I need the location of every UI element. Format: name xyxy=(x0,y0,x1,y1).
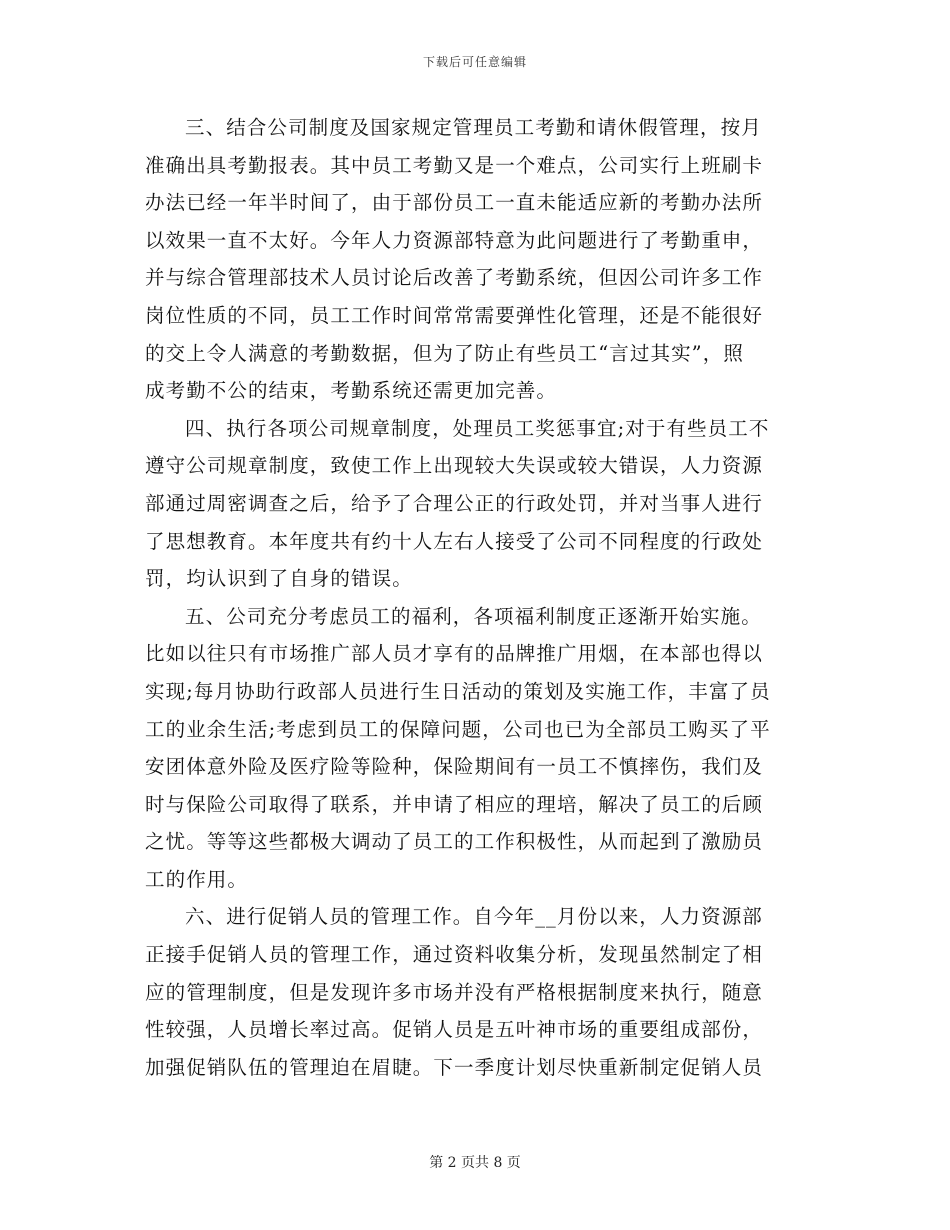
text-line: 比如以往只有市场推广部人员才享有的品牌推广用烟，在本部也得以 xyxy=(145,642,764,666)
text-line: 罚，均认识到了自身的错误。 xyxy=(145,567,413,591)
text-line: 以效果一直不太好。今年人力资源部特意为此问题进行了考勤重申， xyxy=(145,228,764,252)
paragraph-3 xyxy=(145,109,810,410)
text-line: 工的业余生活;考虑到员工的保障问题，公司也已为全部员工购买了平 xyxy=(145,717,771,741)
text-line: 六、进行促销人员的管理工作。自今年__月份以来，人力资源部 xyxy=(185,905,763,929)
text-line: 的交上令人满意的考勤数据，但为了防止有些员工“言过其实”，照 xyxy=(145,341,744,365)
text-line: 部通过周密调查之后，给予了合理公正的行政处罚，并对当事人进行 xyxy=(145,491,764,515)
text-line: 成考勤不公的结束，考勤系统还需更加完善。 xyxy=(145,379,558,403)
text-line: 四、执行各项公司规章制度，处理员工奖惩事宜;对于有些员工不 xyxy=(185,416,770,440)
text-line: 办法已经一年半时间了，由于部份员工一直未能适应新的考勤办法所 xyxy=(145,191,764,215)
text-line: 遵守公司规章制度，致使工作上出现较大失误或较大错误，人力资源 xyxy=(145,454,764,478)
text-line: 岗位性质的不同，员工工作时间常常需要弹性化管理，还是不能很好 xyxy=(145,303,764,327)
text-line: 安团体意外险及医疗险等险种，保险期间有一员工不慎摔伤，我们及 xyxy=(145,755,764,779)
paragraph-6 xyxy=(145,898,810,1086)
text-line: 准确出具考勤报表。其中员工考勤又是一个难点，公司实行上班刷卡 xyxy=(145,153,764,177)
text-line: 并与综合管理部技术人员讨论后改善了考勤系统，但因公司许多工作 xyxy=(145,266,764,290)
text-line: 五、公司充分考虑员工的福利，各项福利制度正逐渐开始实施。 xyxy=(185,604,762,628)
document-body xyxy=(145,109,810,1086)
text-line: 三、结合公司制度及国家规定管理员工考勤和请休假管理，按月 xyxy=(185,116,762,139)
paragraph-5 xyxy=(145,598,810,899)
text-line: 加强促销队伍的管理迫在眉睫。下一季度计划尽快重新制定促销人员 xyxy=(145,1055,764,1079)
text-line: 时与保险公司取得了联系，并申请了相应的理培，解决了员工的后顾 xyxy=(145,792,764,816)
text-line: 实现;每月协助行政部人员进行生日活动的策划及实施工作，丰富了员 xyxy=(145,679,771,703)
page-header-note: 下载后可任意编辑 xyxy=(422,55,527,69)
paragraph-4 xyxy=(145,410,810,598)
text-line: 工的作用。 xyxy=(145,867,249,891)
text-line: 应的管理制度，但是发现许多市场并没有严格根据制度来执行，随意 xyxy=(145,980,764,1004)
text-line: 之忧。等等这些都极大调动了员工的工作积极性，从而起到了激励员 xyxy=(145,830,764,854)
text-line: 了思想教育。本年度共有约十人左右人接受了公司不同程度的行政处 xyxy=(145,529,764,553)
page-number-footer: 第 2 页共 8 页 xyxy=(429,1155,521,1171)
text-line: 性较强，人员增长率过高。促销人员是五叶神市场的重要组成部份， xyxy=(145,1018,764,1042)
text-line: 正接手促销人员的管理工作，通过资料收集分析，发现虽然制定了相 xyxy=(145,943,764,967)
